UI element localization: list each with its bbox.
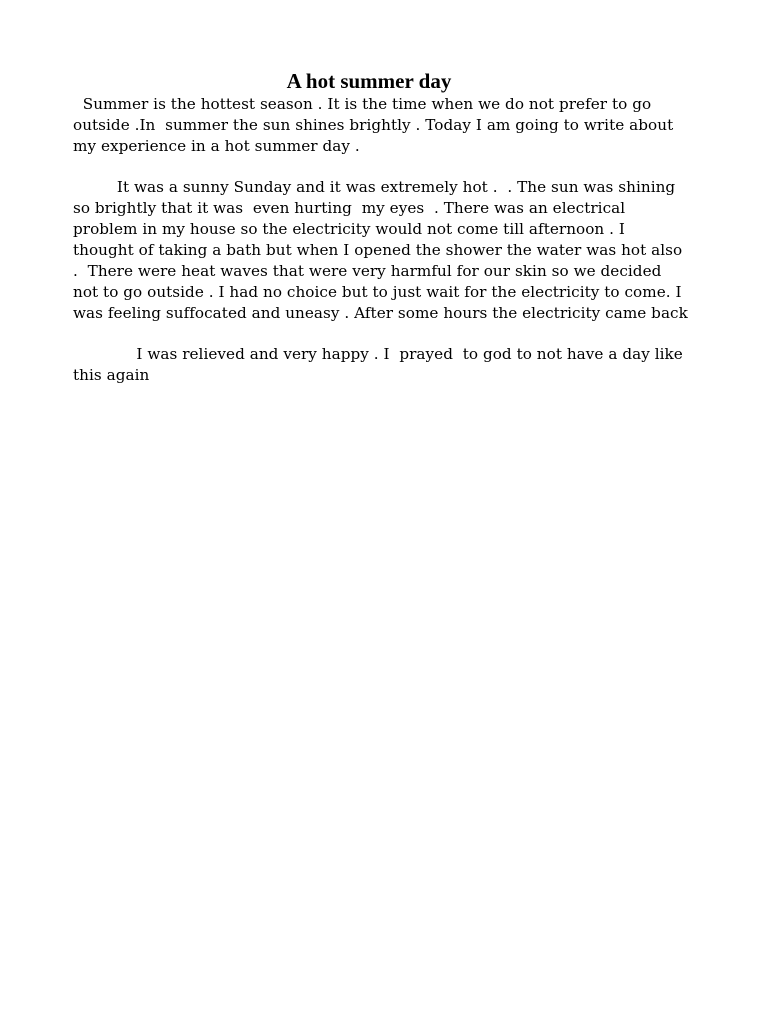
- paragraph-1-line-2: outside .In summer the sun shines brightly . Today I am going to write about: [73, 116, 674, 134]
- paragraph-2-line-3: problem in my house so the electricity would not come till afternoon . I: [73, 220, 625, 238]
- paragraph-2-line-7: was feeling suffocated and uneasy . After some hours the electricity came back: [73, 304, 688, 322]
- paragraph-2-line-2: so brightly that it was even hurting my eyes . There was an electrical: [73, 199, 626, 217]
- paragraph-3-line-1: I was relieved and very happy . I prayed to god to not have a day like: [73, 345, 683, 363]
- paragraph-1-line-1: Summer is the hottest season . It is the time when we do not prefer to go: [73, 95, 652, 113]
- paragraph-2-line-5: . There were heat waves that were very harmful for our skin so we decided: [73, 262, 662, 280]
- paragraph-1-line-3: my experience in a hot summer day .: [73, 137, 360, 155]
- document-title: A hot summer day: [286, 69, 452, 93]
- paragraph-3-line-2: this again: [73, 366, 150, 384]
- paragraph-2-line-6: not to go outside . I had no choice but to just wait for the electricity to come. I: [73, 283, 682, 301]
- paragraph-2-line-4: thought of taking a bath but when I opened the shower the water was hot also: [73, 241, 683, 259]
- paragraph-2-line-1: It was a sunny Sunday and it was extremely hot . . The sun was shining: [73, 178, 676, 196]
